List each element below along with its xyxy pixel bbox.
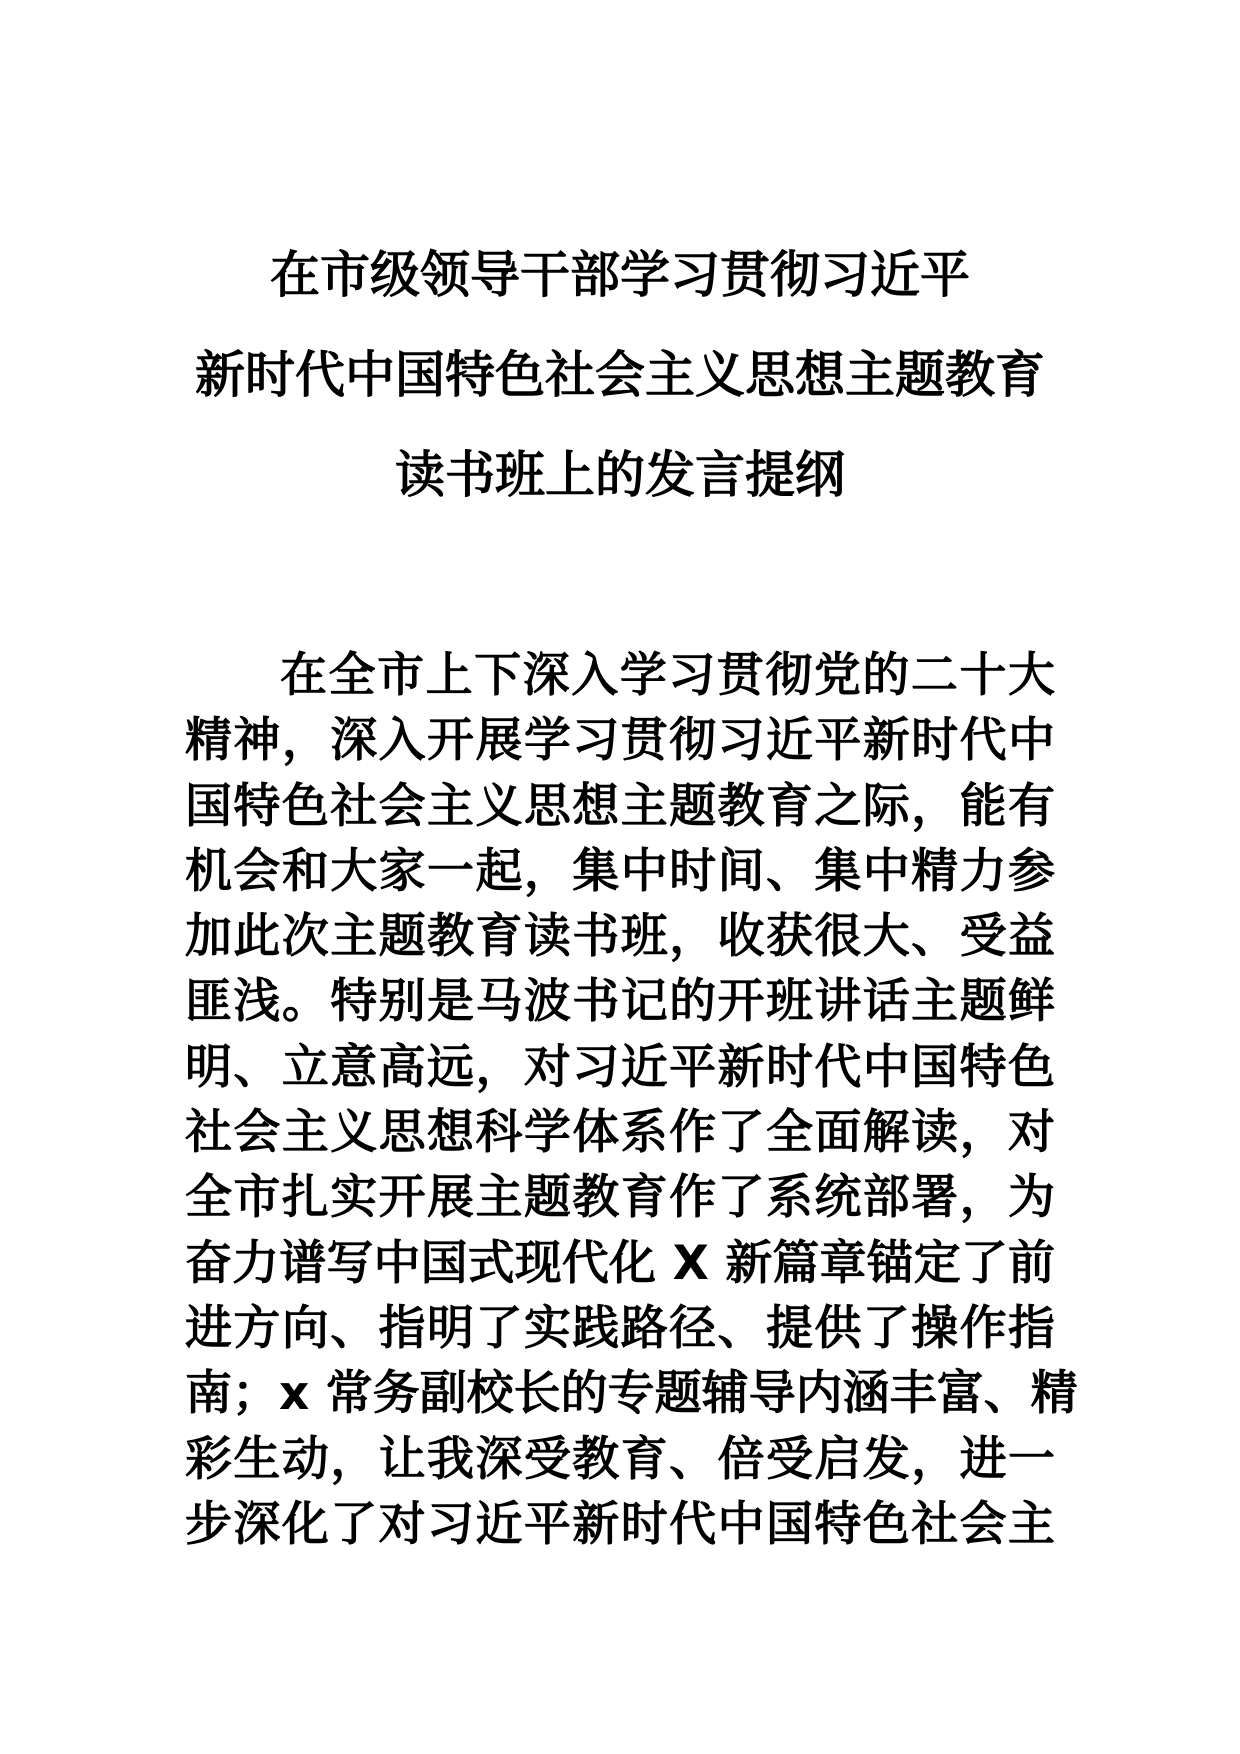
body-paragraph [185, 643, 1078, 1557]
body-line: 奋力谱写中国式现代化 X 新篇章锚定了前 [185, 1235, 1055, 1291]
body-line: 国特色社会主义思想主题教育之际，能有 [185, 778, 1055, 834]
title-line: 在市级领导干部学习贯彻习近平 [270, 246, 970, 304]
body-line: 步深化了对习近平新时代中国特色社会主 [185, 1496, 1055, 1552]
title-line: 读书班上的发言提纲 [395, 446, 845, 504]
body-line: 社会主义思想科学体系作了全面解读，对 [185, 1105, 1055, 1161]
title-line: 新时代中国特色社会主义思想主题教育 [195, 346, 1045, 404]
body-line: 机会和大家一起，集中时间、集中精力参 [185, 843, 1055, 899]
body-line: 匪浅。特别是马波书记的开班讲话主题鲜 [185, 974, 1055, 1030]
body-line: 在全市上下深入学习贯彻党的二十大 [280, 648, 1055, 703]
body-line: 明、立意高远，对习近平新时代中国特色 [185, 1039, 1055, 1095]
body-line: 加此次主题教育读书班，收获很大、受益 [185, 909, 1055, 965]
body-line: 彩生动，让我深受教育、倍受启发，进一 [185, 1431, 1055, 1487]
body-line: 南；x 常务副校长的专题辅导内涵丰富、精 [185, 1366, 1078, 1422]
body-line: 进方向、指明了实践路径、提供了操作指 [185, 1300, 1055, 1356]
body-line: 全市扎实开展主题教育作了系统部署，为 [185, 1170, 1055, 1226]
document-title [150, 225, 1090, 525]
body-line: 精神，深入开展学习贯彻习近平新时代中 [185, 713, 1055, 769]
